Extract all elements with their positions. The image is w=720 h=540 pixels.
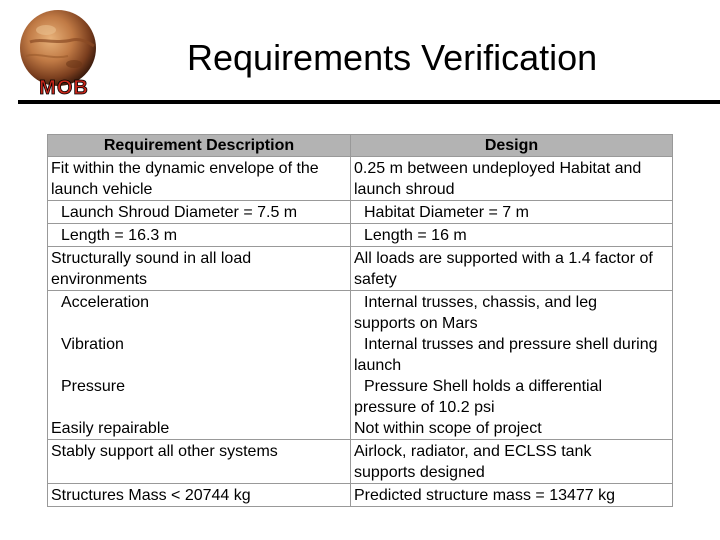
cell-text: supports designed xyxy=(354,464,485,481)
title-divider xyxy=(18,100,720,104)
requirement-cell xyxy=(48,224,351,247)
design-cell xyxy=(351,247,673,291)
table-row xyxy=(48,291,673,440)
cell-text: Pressure xyxy=(61,378,126,395)
cell-text: Stably support all other systems xyxy=(51,443,278,460)
cell-text: All loads are supported with a 1.4 factor of xyxy=(354,250,653,267)
cell-text: Internal trusses, chassis, and leg xyxy=(364,294,598,311)
requirement-cell xyxy=(48,291,351,440)
table-row xyxy=(48,224,673,247)
cell-text: environments xyxy=(51,271,148,288)
design-cell xyxy=(351,440,673,484)
cell-text: safety xyxy=(354,271,397,288)
logo-text: MOB xyxy=(39,77,89,98)
cell-text: Structures Mass < 20744 kg xyxy=(51,487,251,504)
requirements-table xyxy=(47,134,673,507)
design-cell xyxy=(351,484,673,507)
design-cell xyxy=(351,201,673,224)
page-title: Requirements Verification xyxy=(187,37,598,78)
table-row xyxy=(48,440,673,484)
cell-text: Not within scope of project xyxy=(354,420,542,437)
requirement-cell xyxy=(48,440,351,484)
table-row xyxy=(48,157,673,201)
cell-text: Easily repairable xyxy=(51,420,170,437)
cell-text: Launch Shroud Diameter = 7.5 m xyxy=(61,204,298,221)
cell-text: Pressure Shell holds a differential xyxy=(364,378,603,395)
cell-text: Fit within the dynamic envelope of the xyxy=(51,160,319,177)
cell-text: supports on Mars xyxy=(354,315,478,332)
cell-text: Habitat Diameter = 7 m xyxy=(364,204,529,221)
column-header-requirement: Requirement Description xyxy=(48,135,351,157)
cell-text: launch xyxy=(354,357,402,374)
cell-text: Airlock, radiator, and ECLSS tank xyxy=(354,443,592,460)
cell-text: 0.25 m between undeployed Habitat and xyxy=(354,160,642,177)
design-cell xyxy=(351,291,673,440)
cell-text: Predicted structure mass = 13477 kg xyxy=(354,487,616,504)
requirement-cell xyxy=(48,157,351,201)
requirement-cell xyxy=(48,201,351,224)
design-cell xyxy=(351,224,673,247)
cell-text: Length = 16 m xyxy=(364,227,467,244)
table-row xyxy=(48,201,673,224)
cell-text: Structurally sound in all load xyxy=(51,250,252,267)
requirement-cell xyxy=(48,247,351,291)
mars-logo xyxy=(16,8,102,98)
table-header-row xyxy=(48,135,673,157)
cell-text: Length = 16.3 m xyxy=(61,227,178,244)
cell-text: Acceleration xyxy=(61,294,150,311)
cell-text: launch vehicle xyxy=(51,181,153,198)
cell-text: Vibration xyxy=(61,336,124,353)
cell-text: pressure of 10.2 psi xyxy=(354,399,495,416)
cell-text: launch shroud xyxy=(354,181,455,198)
column-header-design: Design xyxy=(351,135,673,157)
design-cell xyxy=(351,157,673,201)
table-row xyxy=(48,484,673,507)
mars-planet-icon xyxy=(20,10,96,86)
cell-text: Internal trusses and pressure shell during xyxy=(364,336,658,353)
requirement-cell xyxy=(48,484,351,507)
table-row xyxy=(48,247,673,291)
